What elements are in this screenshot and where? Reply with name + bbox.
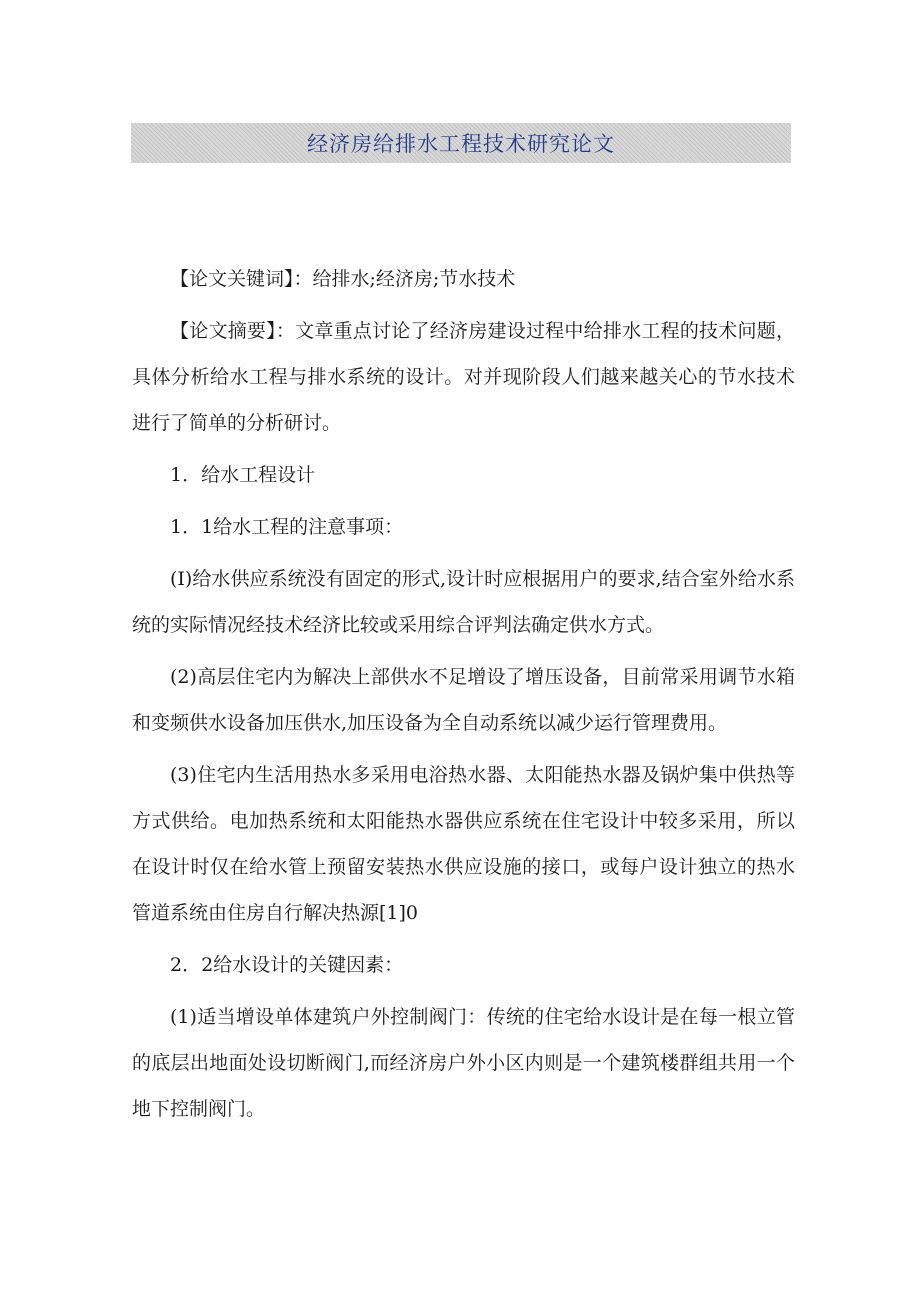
- body-paragraph: (2)高层住宅内为解决上部供水不足增设了增压设备，目前常采用调节水箱和变频供水设备加压供水,加压设备为全自动系统以减少运行管理费用。: [132, 666, 795, 734]
- section-heading: 1．给水工程设计: [170, 464, 316, 486]
- body-paragraph: (3)住宅内生活用热水多采用电浴热水器、太阳能热水器及锅炉集中供热等方式供给。电加热系统和太阳能热水器供应系统在住宅设计中较多采用，所以在设计时仅在给水管上预留安装热水供应设施的接口，或每户设计独立的热水管道系统由住房自行解决热源[1]0: [132, 764, 795, 924]
- subsection-heading: 2．2给水设计的关键因素：: [170, 954, 404, 976]
- keywords-paragraph: 【论文关键词】：给排水;经济房;节水技术: [170, 268, 516, 290]
- subsection-heading: 1．1给水工程的注意事项：: [170, 516, 404, 538]
- document-body: [132, 256, 795, 1132]
- page-title: 经济房给排水工程技术研究论文: [307, 132, 615, 156]
- body-paragraph: (I)给水供应系统没有固定的形式,设计时应根据用户的要求,结合室外给水系统的实际情况经技术经济比较或采用综合评判法确定供水方式。: [132, 568, 795, 636]
- abstract-paragraph: 【论文摘要】：文章重点讨论了经济房建设过程中给排水工程的技术问题，具体分析给水工程与排水系统的设计。对并现阶段人们越来越关心的节水技术进行了简单的分析研讨。: [132, 320, 795, 434]
- body-paragraph: (1)适当增设单体建筑户外控制阀门：传统的住宅给水设计是在每一根立管的底层出地面处设切断阀门,而经济房户外小区内则是一个建筑楼群组共用一个地下控制阀门。: [132, 1006, 795, 1120]
- title-banner: [131, 123, 791, 163]
